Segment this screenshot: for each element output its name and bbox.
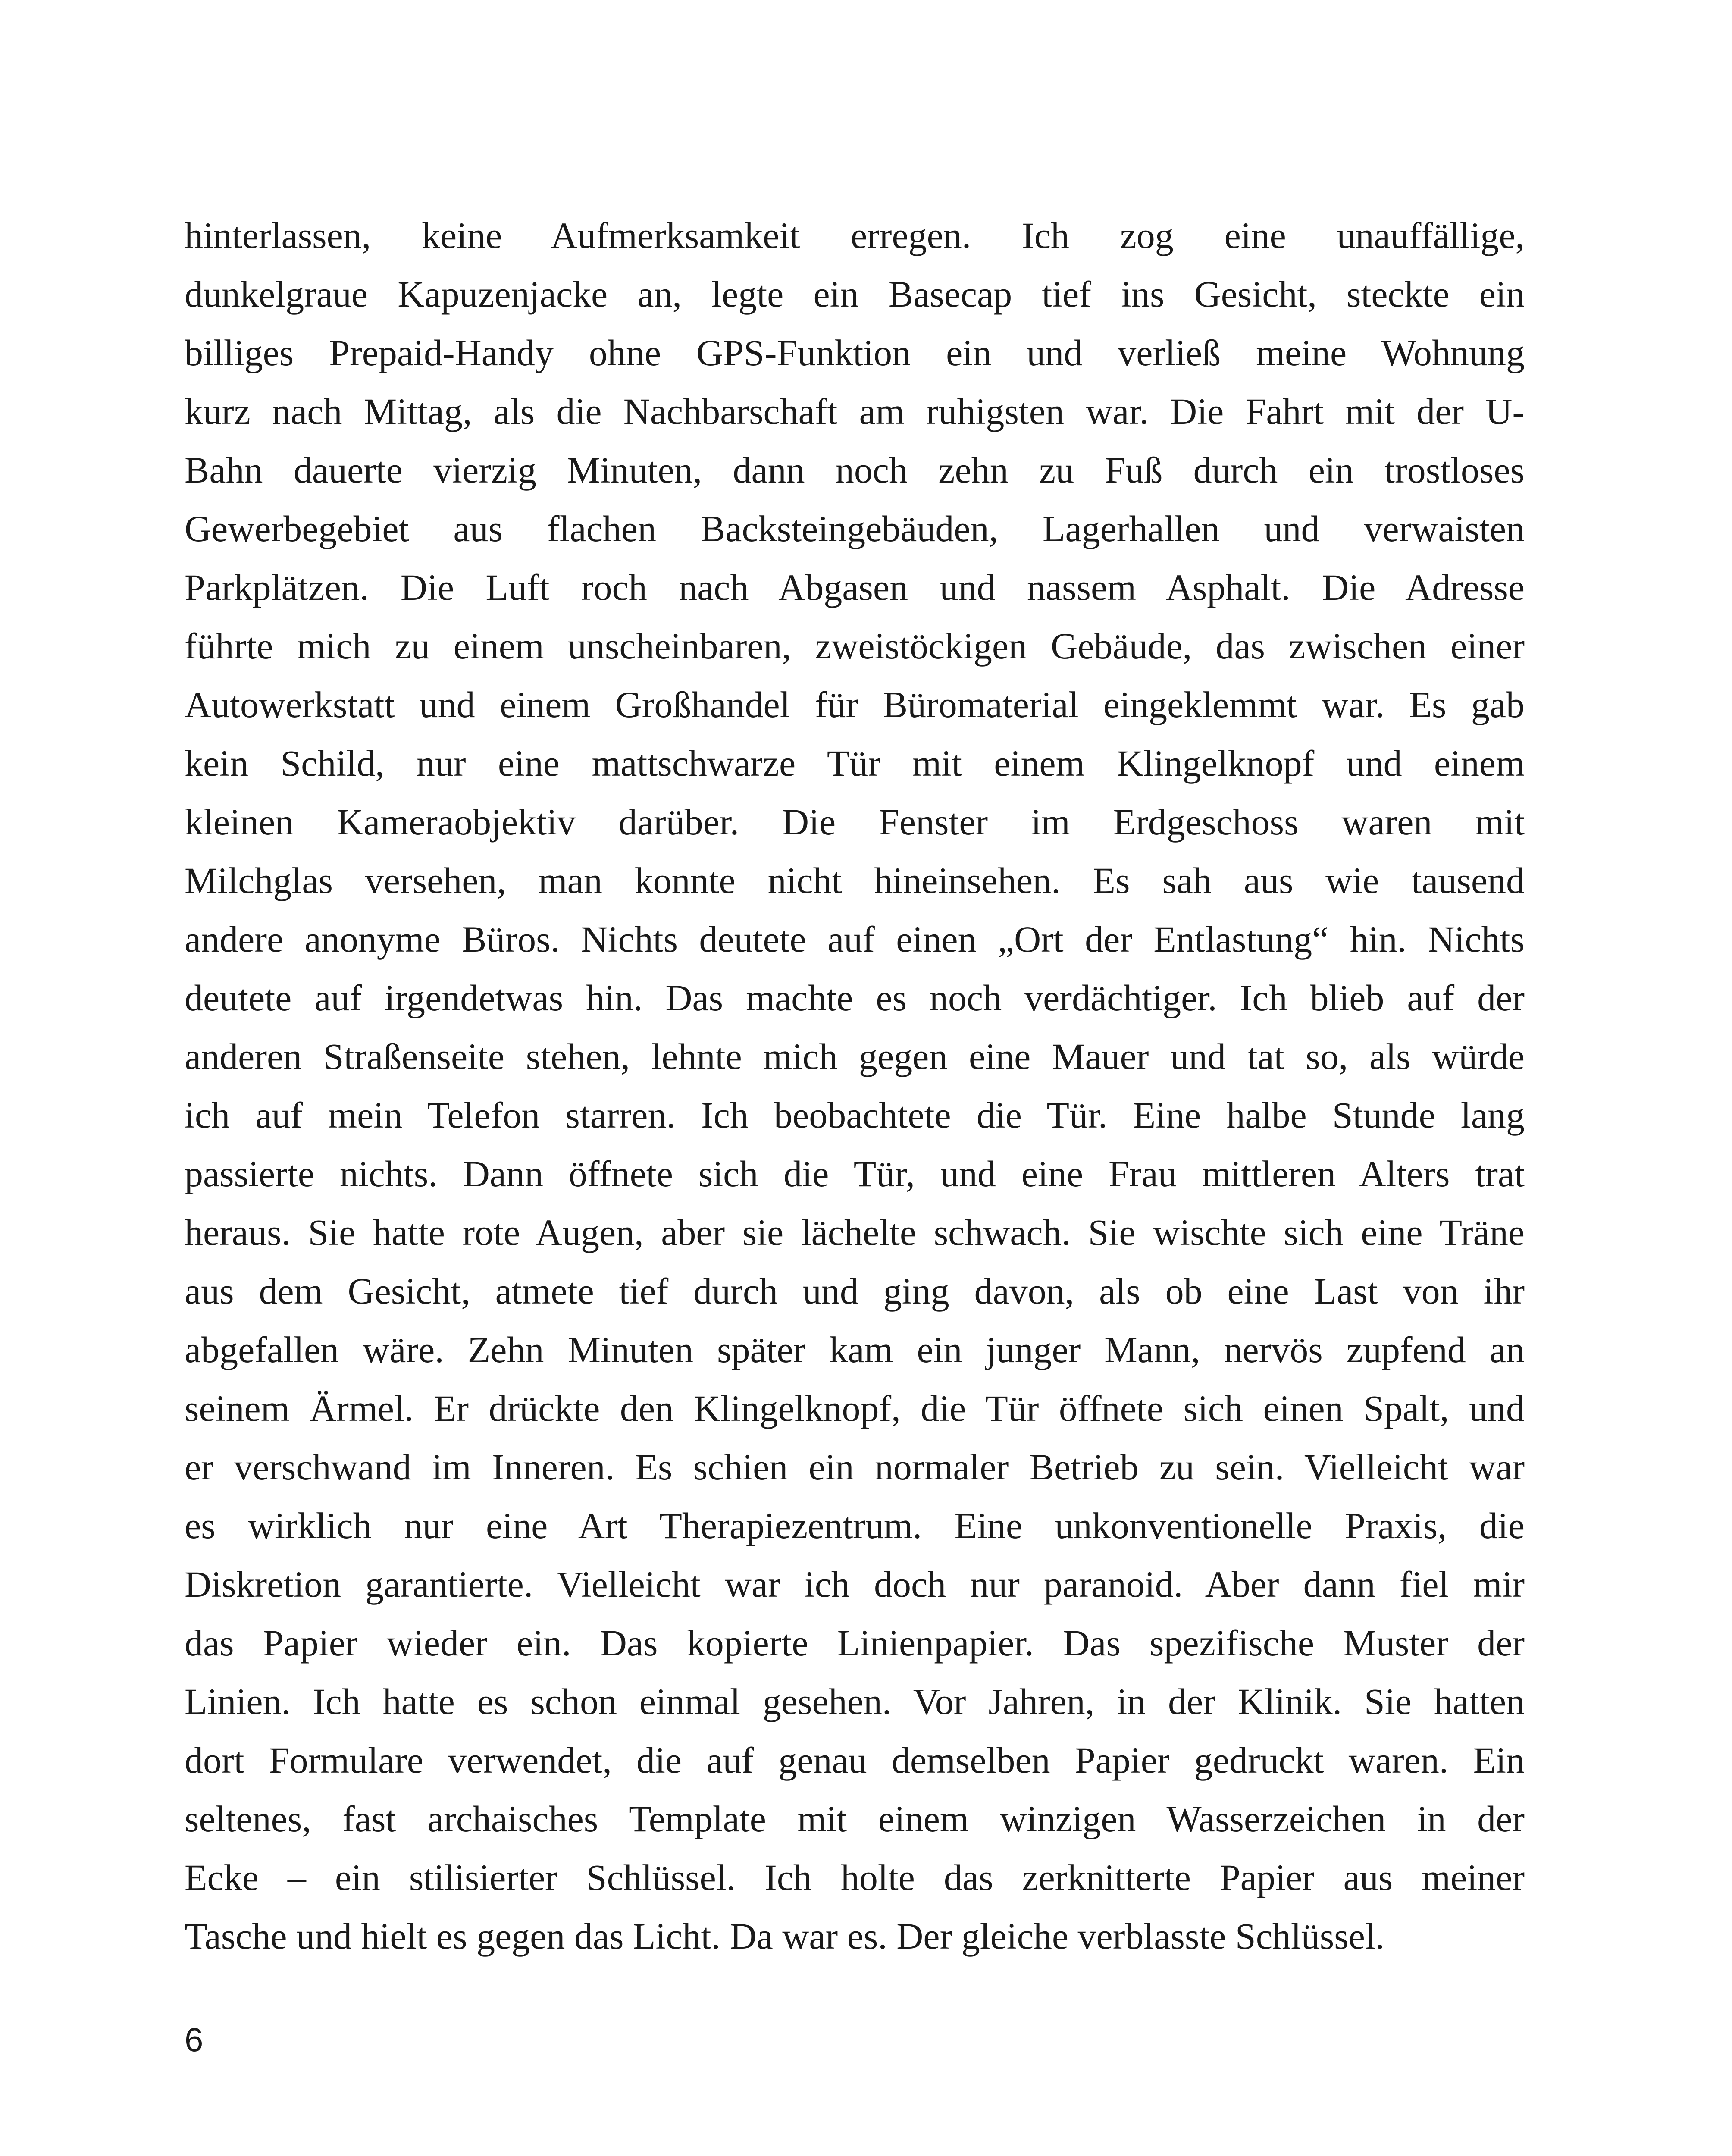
text-line: kleinen Kameraobjektiv darüber. Die Fenster im Erdgeschoss waren mit — [185, 801, 1525, 843]
text-line: Diskretion garantierte. Vielleicht war ich doch nur paranoid. Aber dann fiel mir — [185, 1564, 1525, 1605]
body-text — [185, 206, 1525, 1965]
text-line: kein Schild, nur eine mattschwarze Tür mit einem Klingelknopf und einem — [185, 743, 1525, 784]
text-line: seltenes, fast archaisches Template mit einem winzigen Wasserzeichen in der — [185, 1798, 1525, 1839]
text-line: Parkplätzen. Die Luft roch nach Abgasen und nassem Asphalt. Die Adresse — [185, 567, 1525, 608]
text-line: aus dem Gesicht, atmete tief durch und ging davon, als ob eine Last von ihr — [185, 1270, 1525, 1312]
text-line: dort Formulare verwendet, die auf genau demselben Papier gedruckt waren. Ein — [185, 1739, 1525, 1781]
text-line: Bahn dauerte vierzig Minuten, dann noch zehn zu Fuß durch ein trostloses — [185, 449, 1525, 491]
text-line: dunkelgraue Kapuzenjacke an, legte ein Basecap tief ins Gesicht, steckte ein — [185, 273, 1525, 315]
text-line: Linien. Ich hatte es schon einmal gesehen. Vor Jahren, in der Klinik. Sie hatten — [185, 1681, 1525, 1722]
text-line: Gewerbegebiet aus flachen Backsteingebäuden, Lagerhallen und verwaisten — [185, 508, 1525, 549]
text-line: andere anonyme Büros. Nichts deutete auf einen „Ort der Entlastung“ hin. Nichts — [185, 918, 1525, 960]
text-line: heraus. Sie hatte rote Augen, aber sie lächelte schwach. Sie wischte sich eine Träne — [185, 1212, 1525, 1253]
text-line: deutete auf irgendetwas hin. Das machte es noch verdächtiger. Ich blieb auf der — [185, 977, 1525, 1018]
text-line: Tasche und hielt es gegen das Licht. Da war es. Der gleiche verblasste Schlüssel. — [185, 1915, 1385, 1957]
text-line: abgefallen wäre. Zehn Minuten später kam ein junger Mann, nervös zupfend an — [185, 1329, 1525, 1370]
text-line: Ecke – ein stilisierter Schlüssel. Ich holte das zerknitterte Papier aus meiner — [185, 1857, 1525, 1898]
text-line: es wirklich nur eine Art Therapiezentrum. Eine unkonventionelle Praxis, die — [185, 1505, 1525, 1546]
text-line: seinem Ärmel. Er drückte den Klingelknopf, die Tür öffnete sich einen Spalt, und — [185, 1388, 1525, 1429]
text-line: kurz nach Mittag, als die Nachbarschaft am ruhigsten war. Die Fahrt mit der U- — [185, 391, 1525, 432]
text-line: das Papier wieder ein. Das kopierte Linienpapier. Das spezifische Muster der — [185, 1622, 1525, 1664]
text-line: führte mich zu einem unscheinbaren, zweistöckigen Gebäude, das zwischen einer — [185, 625, 1525, 667]
text-line: er verschwand im Inneren. Es schien ein normaler Betrieb zu sein. Vielleicht war — [185, 1446, 1525, 1488]
text-line: hinterlassen, keine Aufmerksamkeit erregen. Ich zog eine unauffällige, — [185, 215, 1525, 256]
text-line: billiges Prepaid-Handy ohne GPS-Funktion ein und verließ meine Wohnung — [185, 332, 1525, 373]
page-number: 6 — [185, 2021, 204, 2059]
text-line: Milchglas versehen, man konnte nicht hineinsehen. Es sah aus wie tausend — [185, 860, 1525, 901]
text-line: anderen Straßenseite stehen, lehnte mich gegen eine Mauer und tat so, als würde — [185, 1036, 1525, 1077]
text-line: Autowerkstatt und einem Großhandel für Büromaterial eingeklemmt war. Es gab — [185, 684, 1525, 725]
text-line: ich auf mein Telefon starren. Ich beobachtete die Tür. Eine halbe Stunde lang — [185, 1094, 1525, 1136]
text-line: passierte nichts. Dann öffnete sich die Tür, und eine Frau mittleren Alters trat — [185, 1153, 1525, 1194]
